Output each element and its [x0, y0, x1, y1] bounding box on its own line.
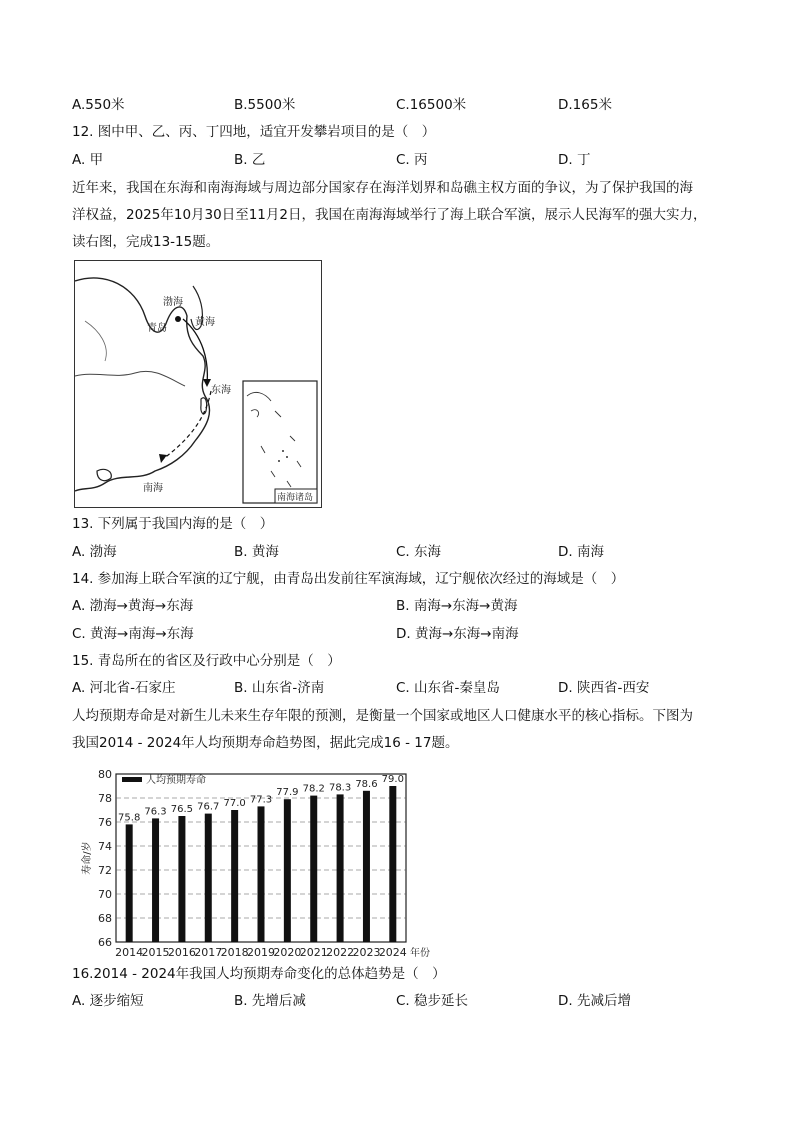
q15-option-b: B. 山东省-济南	[234, 680, 325, 696]
data-label: 78.6	[355, 778, 378, 790]
y-tick-label: 76	[98, 816, 112, 829]
bar	[284, 799, 291, 942]
y-tick-label: 70	[98, 888, 112, 901]
q14-option-c: C. 黄海→南海→东海	[72, 626, 194, 642]
intro2-line2: 我国2014 - 2024年人均预期寿命趋势图，据此完成16 - 17题。	[72, 735, 459, 751]
q13-option-d: D. 南海	[558, 544, 604, 560]
bar	[310, 796, 317, 942]
data-label: 77.0	[223, 798, 246, 809]
x-tick-label: 2021	[299, 946, 328, 958]
data-label: 77.3	[249, 794, 273, 806]
y-tick-label: 74	[98, 840, 112, 853]
q11-option-d: D.165米	[558, 97, 612, 113]
intro1-line1: 近年来，我国在东海和南海海域与周边部分国家存在海洋划界和岛礁主权方面的争议，为了保护我国的海	[72, 180, 693, 196]
x-tick-label: 2018	[220, 946, 249, 958]
q11-option-a: A.550米	[72, 97, 125, 113]
q16-option-a: A. 逐步缩短	[72, 993, 144, 1009]
data-label: 79.0	[381, 774, 404, 785]
q13-option-c: C. 东海	[396, 544, 442, 560]
y-axis-label: 寿命/岁	[82, 841, 93, 875]
x-axis-label: 年份	[410, 948, 430, 958]
inset-label: 南海诸岛	[277, 493, 314, 503]
y-tick-label: 80	[98, 768, 112, 781]
q14-option-a: A. 渤海→黄海→东海	[72, 598, 194, 614]
bar	[258, 806, 265, 942]
q14-option-b: B. 南海→东海→黄海	[396, 598, 518, 614]
x-tick-label: 2023	[352, 946, 381, 958]
data-label: 76.5	[170, 804, 194, 815]
q12-option-b: B. 乙	[234, 152, 266, 168]
map-label-qingdao: 青岛	[147, 323, 167, 334]
map-label-bohai: 渤海	[163, 297, 183, 308]
q13-option-b: B. 黄海	[234, 544, 279, 560]
bar	[363, 791, 370, 942]
y-tick-label: 72	[98, 864, 112, 877]
data-label: 78.3	[328, 782, 352, 794]
q16-option-d: D. 先减后增	[558, 993, 631, 1009]
q16-stem: 16.2014 - 2024年我国人均预期寿命变化的总体趋势是（ ）	[72, 966, 446, 982]
x-tick-label: 2016	[167, 946, 196, 958]
intro1-line3: 读右图，完成13-15题。	[72, 234, 220, 250]
bar	[389, 786, 396, 942]
bar	[178, 816, 185, 942]
south-china-sea-inset	[243, 381, 317, 503]
map-label-donghai: 东海	[211, 385, 231, 396]
q12-stem: 12. 图中甲、乙、丙、丁四地，适宜开发攀岩项目的是（ ）	[72, 124, 436, 140]
q11-option-c: C.16500米	[396, 97, 467, 113]
map-label-nanhai: 南海	[143, 483, 163, 494]
bar	[152, 818, 159, 942]
data-label: 77.9	[276, 787, 299, 799]
bar	[337, 794, 344, 942]
legend-swatch	[122, 777, 142, 782]
q14-option-d: D. 黄海→东海→南海	[396, 626, 519, 642]
y-tick-label: 78	[98, 792, 112, 805]
bar	[126, 824, 133, 942]
q15-stem: 15. 青岛所在的省区及行政中心分别是（ ）	[72, 653, 341, 669]
x-tick-label: 2022	[326, 946, 355, 958]
data-label: 75.8	[118, 812, 141, 824]
y-tick-label: 68	[98, 912, 112, 925]
bar	[205, 814, 212, 942]
data-label: 76.7	[197, 801, 220, 813]
q13-stem: 13. 下列属于我国内海的是（ ）	[72, 516, 274, 532]
q15-option-d: D. 陕西省-西安	[558, 680, 650, 696]
x-tick-label: 2019	[247, 946, 275, 958]
data-label: 76.3	[144, 806, 167, 818]
q11-option-b: B.5500米	[234, 97, 296, 113]
x-tick-label: 2020	[273, 946, 302, 958]
q12-option-a: A. 甲	[72, 152, 104, 168]
life-expectancy-chart	[76, 766, 446, 958]
q12-option-d: D. 丁	[558, 152, 591, 168]
q15-option-a: A. 河北省-石家庄	[72, 680, 176, 696]
q14-stem: 14. 参加海上联合军演的辽宁舰，由青岛出发前往军演海域，辽宁舰依次经过的海域是（ ）	[72, 571, 625, 587]
legend-label: 人均预期寿命	[146, 775, 206, 786]
q16-option-c: C. 稳步延长	[396, 993, 469, 1009]
data-label: 78.2	[302, 783, 325, 795]
q12-option-c: C. 丙	[396, 152, 428, 168]
x-tick-label: 2024	[378, 946, 407, 958]
x-tick-label: 2015	[141, 946, 170, 958]
y-tick-label: 66	[98, 936, 112, 949]
q16-option-b: B. 先增后减	[234, 993, 306, 1009]
intro2-line1: 人均预期寿命是对新生儿未来生存年限的预测，是衡量一个国家或地区人口健康水平的核心指标。下图为	[72, 708, 693, 724]
x-tick-label: 2017	[194, 946, 223, 958]
bar	[231, 810, 238, 942]
intro1-line2: 洋权益，2025年10月30日至11月2日，我国在南海海域举行了海上联合军演，展示人民海军的强大实力，	[72, 207, 707, 223]
q13-option-a: A. 渤海	[72, 544, 117, 560]
x-tick-label: 2014	[115, 946, 144, 958]
china-sea-map	[74, 260, 322, 508]
q15-option-c: C. 山东省-秦皇岛	[396, 680, 500, 696]
map-label-huanghai: 黄海	[195, 317, 215, 328]
